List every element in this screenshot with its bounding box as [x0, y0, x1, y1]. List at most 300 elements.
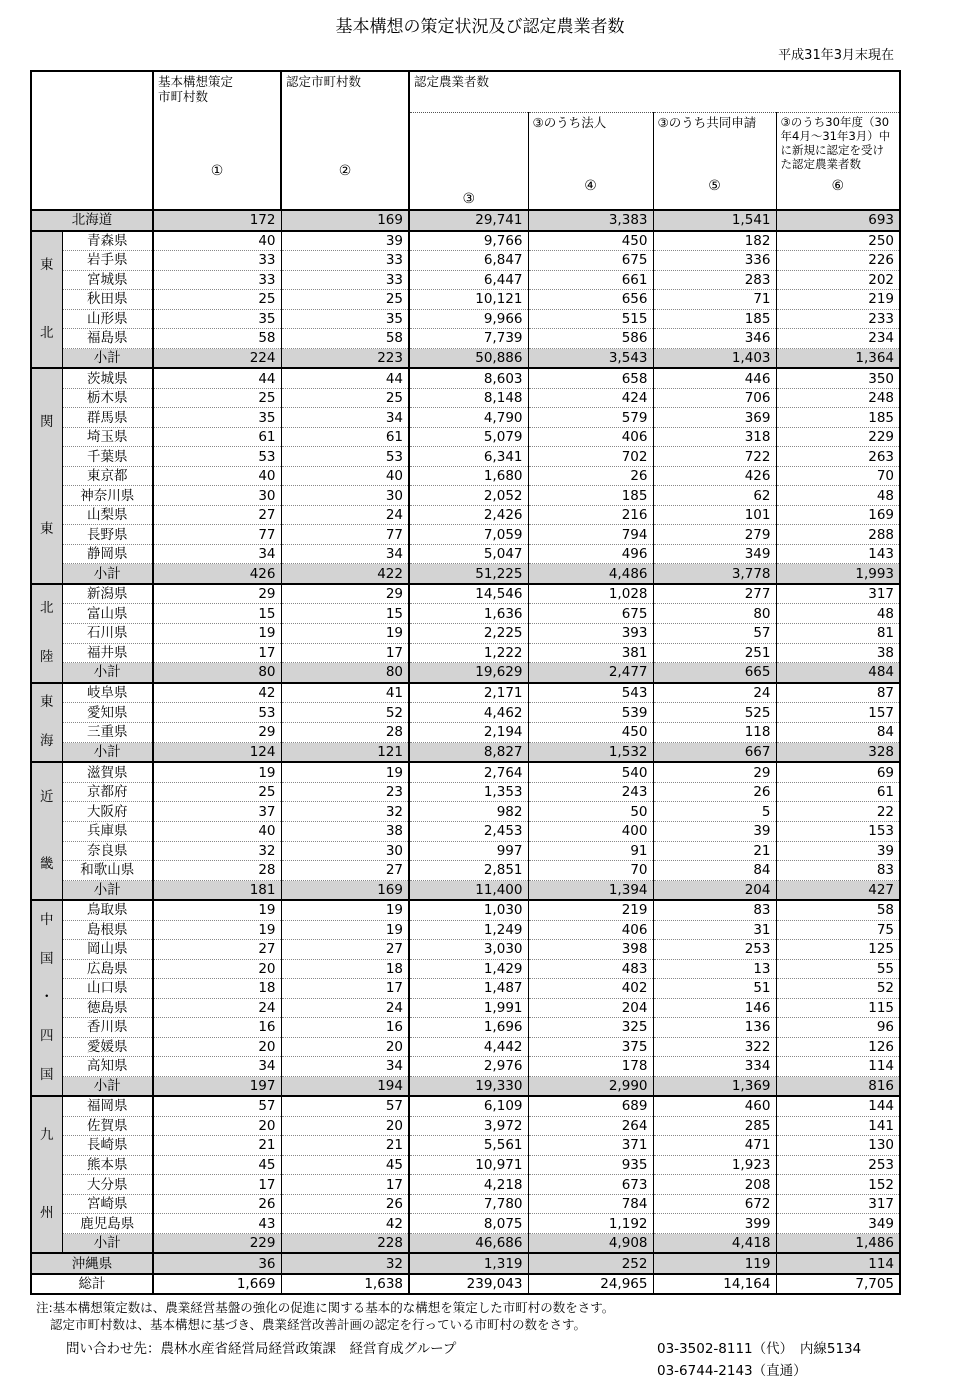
row-name: 島根県 [62, 920, 153, 940]
cell-col3: 2,426 [409, 505, 528, 525]
cell-col1: 224 [153, 348, 281, 368]
cell-col4: 515 [528, 309, 653, 329]
cell-col5: 29 [653, 762, 776, 782]
cell-col4: 3,383 [528, 210, 653, 231]
cell-col1: 44 [153, 368, 281, 388]
cell-col2: 194 [281, 1076, 409, 1096]
cell-col6: 226 [776, 251, 900, 271]
cell-col3: 4,218 [409, 1175, 528, 1195]
cell-col3: 7,059 [409, 525, 528, 545]
table-row [31, 940, 900, 960]
cell-col6: 84 [776, 723, 900, 743]
cell-col4: 579 [528, 408, 653, 428]
cell-col4: 398 [528, 940, 653, 960]
cell-col1: 35 [153, 309, 281, 329]
region-char: 畿 [40, 856, 54, 873]
row-name: 沖縄県 [31, 1253, 153, 1274]
cell-col2: 61 [281, 427, 409, 447]
cell-col6: 125 [776, 940, 900, 960]
header-col5 [653, 113, 776, 211]
cell-col2: 20 [281, 1037, 409, 1057]
cell-col1: 40 [153, 231, 281, 251]
cell-col6: 81 [776, 623, 900, 643]
cell-col1: 33 [153, 251, 281, 271]
cell-col2: 24 [281, 505, 409, 525]
page-title: 基本構想の策定状況及び認定農業者数 [335, 17, 625, 37]
row-name: 小計 [62, 1076, 153, 1096]
row-name: 愛知県 [62, 703, 153, 723]
cell-col4: 675 [528, 251, 653, 271]
cell-col2: 77 [281, 525, 409, 545]
cell-col1: 37 [153, 802, 281, 822]
cell-col6: 157 [776, 703, 900, 723]
cell-col2: 39 [281, 231, 409, 251]
cell-col4: 264 [528, 1116, 653, 1136]
cell-col3: 2,976 [409, 1057, 528, 1077]
contact-tel-main: 03-3502-8111（代） 内線5134 [657, 1341, 862, 1357]
cell-col2: 20 [281, 1116, 409, 1136]
cell-col6: 39 [776, 841, 900, 861]
cell-col5: 1,403 [653, 348, 776, 368]
table-row [31, 290, 900, 310]
table-row [31, 309, 900, 329]
cell-col6: 38 [776, 643, 900, 663]
cell-col5: 204 [653, 880, 776, 900]
row-name: 京都府 [62, 782, 153, 802]
cell-col3: 1,249 [409, 920, 528, 940]
cell-col5: 21 [653, 841, 776, 861]
row-name: 小計 [62, 880, 153, 900]
row-name: 愛媛県 [62, 1037, 153, 1057]
cell-col2: 169 [281, 880, 409, 900]
header-col1 [153, 71, 281, 210]
cell-col3: 2,453 [409, 821, 528, 841]
cell-col4: 371 [528, 1136, 653, 1156]
cell-col3: 51,225 [409, 564, 528, 584]
cell-col3: 7,780 [409, 1194, 528, 1214]
cell-col3: 10,971 [409, 1155, 528, 1175]
cell-col1: 181 [153, 880, 281, 900]
cell-col1: 40 [153, 466, 281, 486]
cell-col4: 483 [528, 959, 653, 979]
cell-col6: 48 [776, 604, 900, 624]
cell-col4: 673 [528, 1175, 653, 1195]
header-col6 [776, 113, 900, 211]
row-name: 高知県 [62, 1057, 153, 1077]
cell-col5: 1,923 [653, 1155, 776, 1175]
table-row [31, 604, 900, 624]
cell-col3: 4,442 [409, 1037, 528, 1057]
cell-col2: 228 [281, 1233, 409, 1253]
cell-col6: 263 [776, 447, 900, 467]
cell-col2: 18 [281, 959, 409, 979]
as-of-date: 平成31年3月末現在 [778, 48, 894, 63]
row-name: 徳島県 [62, 998, 153, 1018]
table-row [31, 802, 900, 822]
cell-col3: 3,972 [409, 1116, 528, 1136]
table-row [31, 1018, 900, 1038]
cell-col1: 17 [153, 643, 281, 663]
cell-col6: 69 [776, 762, 900, 782]
row-name: 福島県 [62, 329, 153, 349]
cell-col5: 3,778 [653, 564, 776, 584]
cell-col4: 689 [528, 1096, 653, 1116]
header-col4-num: ④ [584, 178, 597, 194]
cell-col4: 1,192 [528, 1214, 653, 1234]
cell-col5: 26 [653, 782, 776, 802]
cell-col5: 285 [653, 1116, 776, 1136]
cell-col5: 277 [653, 584, 776, 604]
cell-col2: 223 [281, 348, 409, 368]
subtotal-row [31, 742, 900, 762]
cell-col6: 1,993 [776, 564, 900, 584]
subtotal-row [31, 880, 900, 900]
cell-col3: 1,696 [409, 1018, 528, 1038]
cell-col5: 525 [653, 703, 776, 723]
cell-col5: 24 [653, 683, 776, 703]
cell-col1: 45 [153, 1155, 281, 1175]
row-name: 熊本県 [62, 1155, 153, 1175]
cell-col4: 185 [528, 486, 653, 506]
table-row [31, 329, 900, 349]
cell-col2: 121 [281, 742, 409, 762]
cell-col3: 5,079 [409, 427, 528, 447]
cell-col1: 19 [153, 900, 281, 920]
cell-col6: 70 [776, 466, 900, 486]
cell-col2: 19 [281, 920, 409, 940]
row-name: 和歌山県 [62, 861, 153, 881]
cell-col3: 8,603 [409, 368, 528, 388]
cell-col4: 661 [528, 270, 653, 290]
cell-col1: 197 [153, 1076, 281, 1096]
row-name: 埼玉県 [62, 427, 153, 447]
cell-col3: 5,047 [409, 544, 528, 564]
subtotal-row [31, 564, 900, 584]
cell-col1: 36 [153, 1253, 281, 1274]
cell-col5: 84 [653, 861, 776, 881]
row-name: 岐阜県 [62, 683, 153, 703]
table-row [31, 1214, 900, 1234]
cell-col6: 48 [776, 486, 900, 506]
cell-col6: 22 [776, 802, 900, 822]
cell-col6: 219 [776, 290, 900, 310]
cell-col2: 45 [281, 1155, 409, 1175]
cell-col5: 119 [653, 1253, 776, 1274]
row-name: 神奈川県 [62, 486, 153, 506]
cell-col2: 15 [281, 604, 409, 624]
cell-col3: 8,148 [409, 388, 528, 408]
cell-col6: 350 [776, 368, 900, 388]
cell-col2: 17 [281, 643, 409, 663]
cell-col1: 27 [153, 505, 281, 525]
cell-col3: 7,739 [409, 329, 528, 349]
cell-col1: 25 [153, 290, 281, 310]
header-col4-label: ③のうち法人 [532, 115, 607, 130]
cell-col5: 57 [653, 623, 776, 643]
header-col2-label: 認定市町村数 [286, 74, 362, 89]
cell-col6: 1,364 [776, 348, 900, 368]
row-name: 岡山県 [62, 940, 153, 960]
cell-col1: 25 [153, 388, 281, 408]
table-row [31, 1175, 900, 1195]
cell-col1: 20 [153, 1037, 281, 1057]
cell-col4: 539 [528, 703, 653, 723]
cell-col5: 460 [653, 1096, 776, 1116]
header-blank [31, 71, 153, 210]
region-char: 北 [40, 324, 54, 341]
table-row [31, 762, 900, 782]
cell-col5: 346 [653, 329, 776, 349]
cell-col2: 27 [281, 940, 409, 960]
cell-col1: 77 [153, 525, 281, 545]
cell-col6: 144 [776, 1096, 900, 1116]
row-name: 東京都 [62, 466, 153, 486]
cell-col3: 4,790 [409, 408, 528, 428]
cell-col1: 53 [153, 703, 281, 723]
cell-col1: 33 [153, 270, 281, 290]
subtotal-row [31, 1076, 900, 1096]
cell-col2: 80 [281, 663, 409, 683]
header-col3-group [409, 71, 900, 113]
cell-col1: 229 [153, 1233, 281, 1253]
row-name: 栃木県 [62, 388, 153, 408]
cell-col5: 4,418 [653, 1233, 776, 1253]
row-name: 総計 [31, 1274, 153, 1295]
cell-col2: 38 [281, 821, 409, 841]
header-col5-num: ⑤ [708, 178, 721, 194]
cell-col2: 17 [281, 979, 409, 999]
cell-col1: 172 [153, 210, 281, 231]
cell-col5: 1,541 [653, 210, 776, 231]
cell-col5: 13 [653, 959, 776, 979]
cell-col5: 208 [653, 1175, 776, 1195]
cell-col3: 8,827 [409, 742, 528, 762]
table-row [31, 466, 900, 486]
header-col6-label: ③のうち30年度（30年4月～31年3月）中に新規に認定を受けた認定農業者数 [780, 115, 891, 171]
cell-col6: 693 [776, 210, 900, 231]
cell-col4: 50 [528, 802, 653, 822]
cell-col5: 334 [653, 1057, 776, 1077]
table-row [31, 979, 900, 999]
region-label [31, 368, 62, 584]
region-char: 国 [40, 1067, 54, 1084]
region-label [31, 584, 62, 683]
cell-col2: 1,638 [281, 1274, 409, 1295]
cell-col5: 283 [653, 270, 776, 290]
row-name: 長野県 [62, 525, 153, 545]
table-row [31, 1037, 900, 1057]
table-row [31, 623, 900, 643]
cell-col2: 30 [281, 841, 409, 861]
cell-col2: 16 [281, 1018, 409, 1038]
cell-col4: 675 [528, 604, 653, 624]
cell-col2: 40 [281, 466, 409, 486]
cell-col4: 178 [528, 1057, 653, 1077]
cell-col2: 19 [281, 623, 409, 643]
cell-col5: 471 [653, 1136, 776, 1156]
table-row [31, 1116, 900, 1136]
cell-col4: 4,908 [528, 1233, 653, 1253]
cell-col5: 51 [653, 979, 776, 999]
region-char: 東 [40, 520, 54, 537]
cell-col5: 62 [653, 486, 776, 506]
row-name: 佐賀県 [62, 1116, 153, 1136]
cell-col3: 2,225 [409, 623, 528, 643]
cell-col2: 34 [281, 544, 409, 564]
row-name: 小計 [62, 1233, 153, 1253]
cell-col6: 153 [776, 821, 900, 841]
cell-col4: 216 [528, 505, 653, 525]
cell-col5: 83 [653, 900, 776, 920]
cell-col5: 665 [653, 663, 776, 683]
subtotal-row [31, 663, 900, 683]
cell-col6: 141 [776, 1116, 900, 1136]
cell-col1: 21 [153, 1136, 281, 1156]
cell-col2: 422 [281, 564, 409, 584]
cell-col4: 252 [528, 1253, 653, 1274]
cell-col1: 15 [153, 604, 281, 624]
cell-col6: 288 [776, 525, 900, 545]
row-name: 茨城県 [62, 368, 153, 388]
cell-col4: 325 [528, 1018, 653, 1038]
table-row [31, 270, 900, 290]
cell-col3: 6,847 [409, 251, 528, 271]
cell-col2: 19 [281, 900, 409, 920]
row-name: 三重県 [62, 723, 153, 743]
region-char: 中 [40, 911, 54, 928]
cell-col4: 204 [528, 998, 653, 1018]
row-name: 石川県 [62, 623, 153, 643]
cell-col1: 34 [153, 1057, 281, 1077]
cell-col3: 9,766 [409, 231, 528, 251]
cell-col6: 234 [776, 329, 900, 349]
cell-col4: 3,543 [528, 348, 653, 368]
cell-col4: 381 [528, 643, 653, 663]
cell-col2: 29 [281, 584, 409, 604]
cell-col4: 794 [528, 525, 653, 545]
row-name: 小計 [62, 348, 153, 368]
cell-col4: 406 [528, 427, 653, 447]
row-name: 小計 [62, 663, 153, 683]
cell-col1: 29 [153, 723, 281, 743]
cell-col6: 152 [776, 1175, 900, 1195]
cell-col1: 29 [153, 584, 281, 604]
cell-col2: 32 [281, 802, 409, 822]
cell-col3: 6,341 [409, 447, 528, 467]
cell-col4: 400 [528, 821, 653, 841]
cell-col2: 57 [281, 1096, 409, 1116]
cell-col4: 656 [528, 290, 653, 310]
cell-col5: 253 [653, 940, 776, 960]
row-name: 新潟県 [62, 584, 153, 604]
cell-col1: 24 [153, 998, 281, 1018]
row-name: 富山県 [62, 604, 153, 624]
cell-col3: 4,462 [409, 703, 528, 723]
cell-col4: 375 [528, 1037, 653, 1057]
region-char: 陸 [40, 648, 54, 665]
cell-col5: 318 [653, 427, 776, 447]
cell-col1: 57 [153, 1096, 281, 1116]
cell-col5: 722 [653, 447, 776, 467]
cell-col1: 426 [153, 564, 281, 584]
row-name: 香川県 [62, 1018, 153, 1038]
subtotal-row [31, 348, 900, 368]
cell-col2: 25 [281, 388, 409, 408]
table-row [31, 486, 900, 506]
cell-col6: 143 [776, 544, 900, 564]
row-name: 山形県 [62, 309, 153, 329]
cell-col1: 40 [153, 821, 281, 841]
cell-col6: 114 [776, 1057, 900, 1077]
cell-col3: 1,991 [409, 998, 528, 1018]
cell-col6: 87 [776, 683, 900, 703]
cell-col2: 30 [281, 486, 409, 506]
cell-col1: 58 [153, 329, 281, 349]
cell-col2: 23 [281, 782, 409, 802]
cell-col6: 1,486 [776, 1233, 900, 1253]
cell-col2: 25 [281, 290, 409, 310]
cell-col5: 251 [653, 643, 776, 663]
cell-col5: 31 [653, 920, 776, 940]
cell-col1: 27 [153, 940, 281, 960]
cell-col3: 997 [409, 841, 528, 861]
cell-col3: 1,680 [409, 466, 528, 486]
cell-col3: 19,629 [409, 663, 528, 683]
row-name: 小計 [62, 742, 153, 762]
cell-col1: 17 [153, 1175, 281, 1195]
cell-col3: 1,030 [409, 900, 528, 920]
cell-col6: 115 [776, 998, 900, 1018]
header-col3-label: 認定農業者数 [414, 74, 490, 89]
cell-col1: 20 [153, 1116, 281, 1136]
cell-col3: 10,121 [409, 290, 528, 310]
cell-col2: 19 [281, 762, 409, 782]
cell-col6: 169 [776, 505, 900, 525]
row-name: 青森県 [62, 231, 153, 251]
cell-col5: 146 [653, 998, 776, 1018]
row-name: 群馬県 [62, 408, 153, 428]
note-line-2: 認定市町村数は、基本構想に基づき、農業経営改善計画の認定を行っている市町村の数をさす。 [50, 1317, 587, 1332]
cell-col1: 35 [153, 408, 281, 428]
row-name: 大分県 [62, 1175, 153, 1195]
cell-col4: 2,990 [528, 1076, 653, 1096]
cell-col2: 52 [281, 703, 409, 723]
table-row [31, 210, 900, 231]
cell-col4: 2,477 [528, 663, 653, 683]
cell-col4: 540 [528, 762, 653, 782]
header-col2 [281, 71, 409, 210]
cell-col3: 8,075 [409, 1214, 528, 1234]
cell-col6: 130 [776, 1136, 900, 1156]
cell-col3: 6,109 [409, 1096, 528, 1116]
table-row [31, 643, 900, 663]
region-label [31, 900, 62, 1096]
cell-col6: 83 [776, 861, 900, 881]
cell-col6: 328 [776, 742, 900, 762]
row-name: 北海道 [31, 210, 153, 231]
cell-col2: 34 [281, 408, 409, 428]
cell-col2: 27 [281, 861, 409, 881]
cell-col4: 543 [528, 683, 653, 703]
row-name: 長崎県 [62, 1136, 153, 1156]
cell-col5: 71 [653, 290, 776, 310]
cell-col5: 101 [653, 505, 776, 525]
table-row [31, 861, 900, 881]
table-row [31, 584, 900, 604]
table-row [31, 1096, 900, 1116]
cell-col5: 5 [653, 802, 776, 822]
cell-col5: 80 [653, 604, 776, 624]
